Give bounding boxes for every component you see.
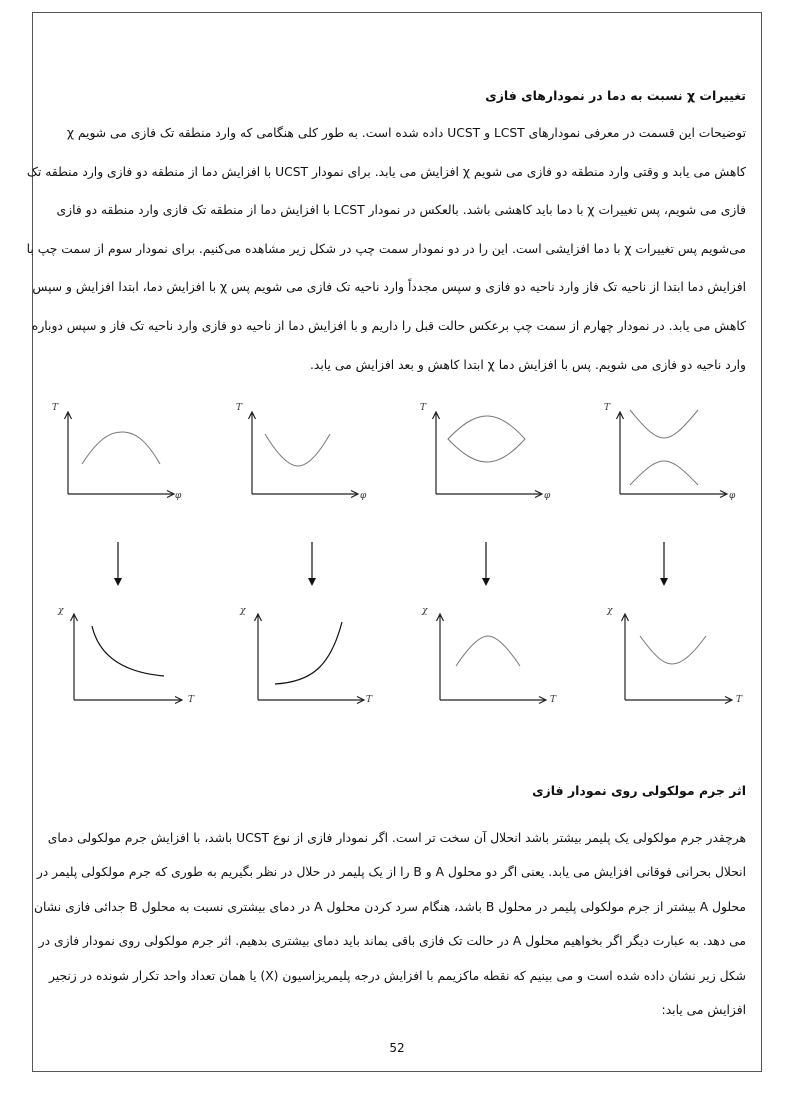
paragraph-line: انحلال بحرانی فوقانی افزایش می یابد. یعنی اگر دو محلول A و B را از یک پلیمر در حلال در نظر بگیریم به طوری که جرم مولکولی پلیمر در bbox=[36, 865, 746, 880]
y-axis bbox=[622, 614, 629, 700]
y-axis bbox=[255, 614, 262, 700]
y-axis bbox=[437, 614, 444, 700]
x-axis bbox=[436, 491, 542, 498]
paragraph-line: می‌شویم پس تغییرات χ با دما افزایشی است. این را در دو نمودار سمت چپ در شکل زیر مشاهده می‌کنیم. برای نمودار سوم از سمت چپ با bbox=[26, 241, 746, 256]
y-axis bbox=[433, 412, 440, 494]
y-axis bbox=[65, 412, 72, 494]
increasing-chi-curve bbox=[275, 622, 342, 684]
y-axis-label: T bbox=[236, 403, 243, 413]
x-axis bbox=[68, 491, 174, 498]
top-chart-1 bbox=[52, 403, 182, 501]
y-axis-label: χ bbox=[58, 606, 64, 616]
paragraph-line: فازی می شویم، پس تغییرات χ با دما باید کاهشی باشد. بالعکس در نمودار LCST با افزایش دما از منطقه تک فازی وارد منطقه دو فازی bbox=[56, 203, 746, 218]
x-axis-label: T bbox=[736, 695, 743, 705]
x-axis bbox=[620, 491, 727, 498]
paragraph-line: کاهش می یابد و وقتی وارد منطقه دو فازی می شویم χ افزایش می یابد. برای نمودار UCST با افزایش دما از منطقه دو فازی وارد منطقه تک bbox=[26, 164, 746, 179]
lcst-upper-curve bbox=[630, 410, 698, 438]
section-2-title: اثر جرم مولکولی روی نمودار فازی bbox=[532, 783, 746, 798]
y-axis-label: χ bbox=[240, 606, 246, 616]
y-axis bbox=[617, 412, 624, 494]
y-axis-label: T bbox=[604, 403, 611, 413]
y-axis-label: χ bbox=[422, 606, 428, 616]
down-arrow-head-icon bbox=[114, 578, 122, 586]
down-arrow-head-icon bbox=[308, 578, 316, 586]
ucst-lower-curve bbox=[630, 461, 698, 485]
top-chart-2 bbox=[236, 403, 367, 501]
paragraph-line: وارد ناحیه دو فازی می شویم. پس با افزایش دما χ ابتدا کاهش و بعد افزایش می یابد. bbox=[309, 357, 746, 372]
ucst-lcst-curve bbox=[82, 432, 160, 464]
top-chart-3 bbox=[420, 403, 551, 501]
x-axis bbox=[74, 697, 182, 704]
y-axis bbox=[71, 614, 78, 700]
paragraph-line: شکل زیر نشان داده شده است و می بینیم که نقطه ماکزیمم با افزایش درجه پلیمریزاسیون (X) یا همان تعداد واحد تکرار شونده در زنجیر bbox=[48, 968, 746, 983]
down-arrow-head-icon bbox=[660, 578, 668, 586]
bottom-chart-1 bbox=[57, 606, 195, 705]
y-axis-label: T bbox=[52, 403, 59, 413]
x-axis-label: T bbox=[550, 695, 557, 705]
y-axis-label: T bbox=[420, 403, 427, 413]
x-axis-label: φ bbox=[175, 491, 182, 501]
paragraph-line: افزایش می یابد: bbox=[661, 1003, 746, 1018]
x-axis bbox=[258, 697, 364, 704]
paragraph-line: افزایش دما ابتدا از ناحیه تک فاز وارد ناحیه دو فازی و سپس مجدداً وارد ناحیه تک فازی می شویم پس χ با افزایش دما، ابتدا افزایش و سپس bbox=[32, 280, 746, 295]
section-2-paragraph bbox=[33, 821, 746, 1027]
y-axis bbox=[249, 412, 256, 494]
bottom-chart-4 bbox=[606, 606, 743, 705]
bottom-chart-3 bbox=[421, 606, 557, 705]
paragraph-line: محلول A بیشتر از جرم مولکولی پلیمر در محلول B باشد، هنگام سرد کردن محلول A در دمای بیشتری نسبت به محلول B جدائی فازی نشان bbox=[33, 899, 746, 914]
paragraph-line: کاهش می یابد. در نمودار چهارم از سمت چپ برعکس حالت قبل را داریم و با افزایش دما از ناحیه دو فازی وارد ناحیه تک فاز و سپس دوباره bbox=[31, 318, 746, 333]
bottom-chart-2 bbox=[239, 606, 373, 705]
paragraph-line: می دهد. به عبارت دیگر اگر بخواهیم محلول A در حالت تک فازی باقی بماند باید دمای بیشتری بدهیم. اثر جرم مولکولی روی نمودار فازی در bbox=[38, 934, 746, 949]
x-axis bbox=[252, 491, 358, 498]
x-axis bbox=[625, 697, 732, 704]
paragraph-line: هرچقدر جرم مولکولی یک پلیمر بیشتر باشد انحلال آن سخت تر است. اگر نمودار فازی از نوع UCST باشد، با افزایش جرم مولکولی دمای bbox=[47, 831, 746, 845]
closed-loop-curve bbox=[448, 416, 525, 462]
x-axis-label: φ bbox=[729, 491, 736, 501]
x-axis-label: φ bbox=[544, 491, 551, 501]
decreasing-chi-curve bbox=[92, 626, 164, 676]
max-chi-curve bbox=[456, 636, 520, 666]
down-arrow-head-icon bbox=[482, 578, 490, 586]
x-axis-label: T bbox=[188, 695, 195, 705]
section-1-title: تغییرات χ نسبت به دما در نمودارهای فازی bbox=[485, 88, 746, 103]
down-arrows bbox=[114, 542, 668, 586]
page-number: 52 bbox=[389, 1041, 405, 1055]
top-chart-4 bbox=[604, 403, 736, 501]
x-axis-label: φ bbox=[360, 491, 367, 501]
x-axis bbox=[440, 697, 546, 704]
lcst-curve bbox=[265, 434, 330, 466]
min-chi-curve bbox=[640, 636, 706, 664]
paragraph-line: توضیحات این قسمت در معرفی نمودارهای LCST و UCST داده شده است. به طور کلی هنگامی که وارد منطقه تک فازی می شویم χ bbox=[66, 126, 746, 140]
x-axis-label: T bbox=[366, 695, 373, 705]
y-axis-label: χ bbox=[607, 606, 613, 616]
